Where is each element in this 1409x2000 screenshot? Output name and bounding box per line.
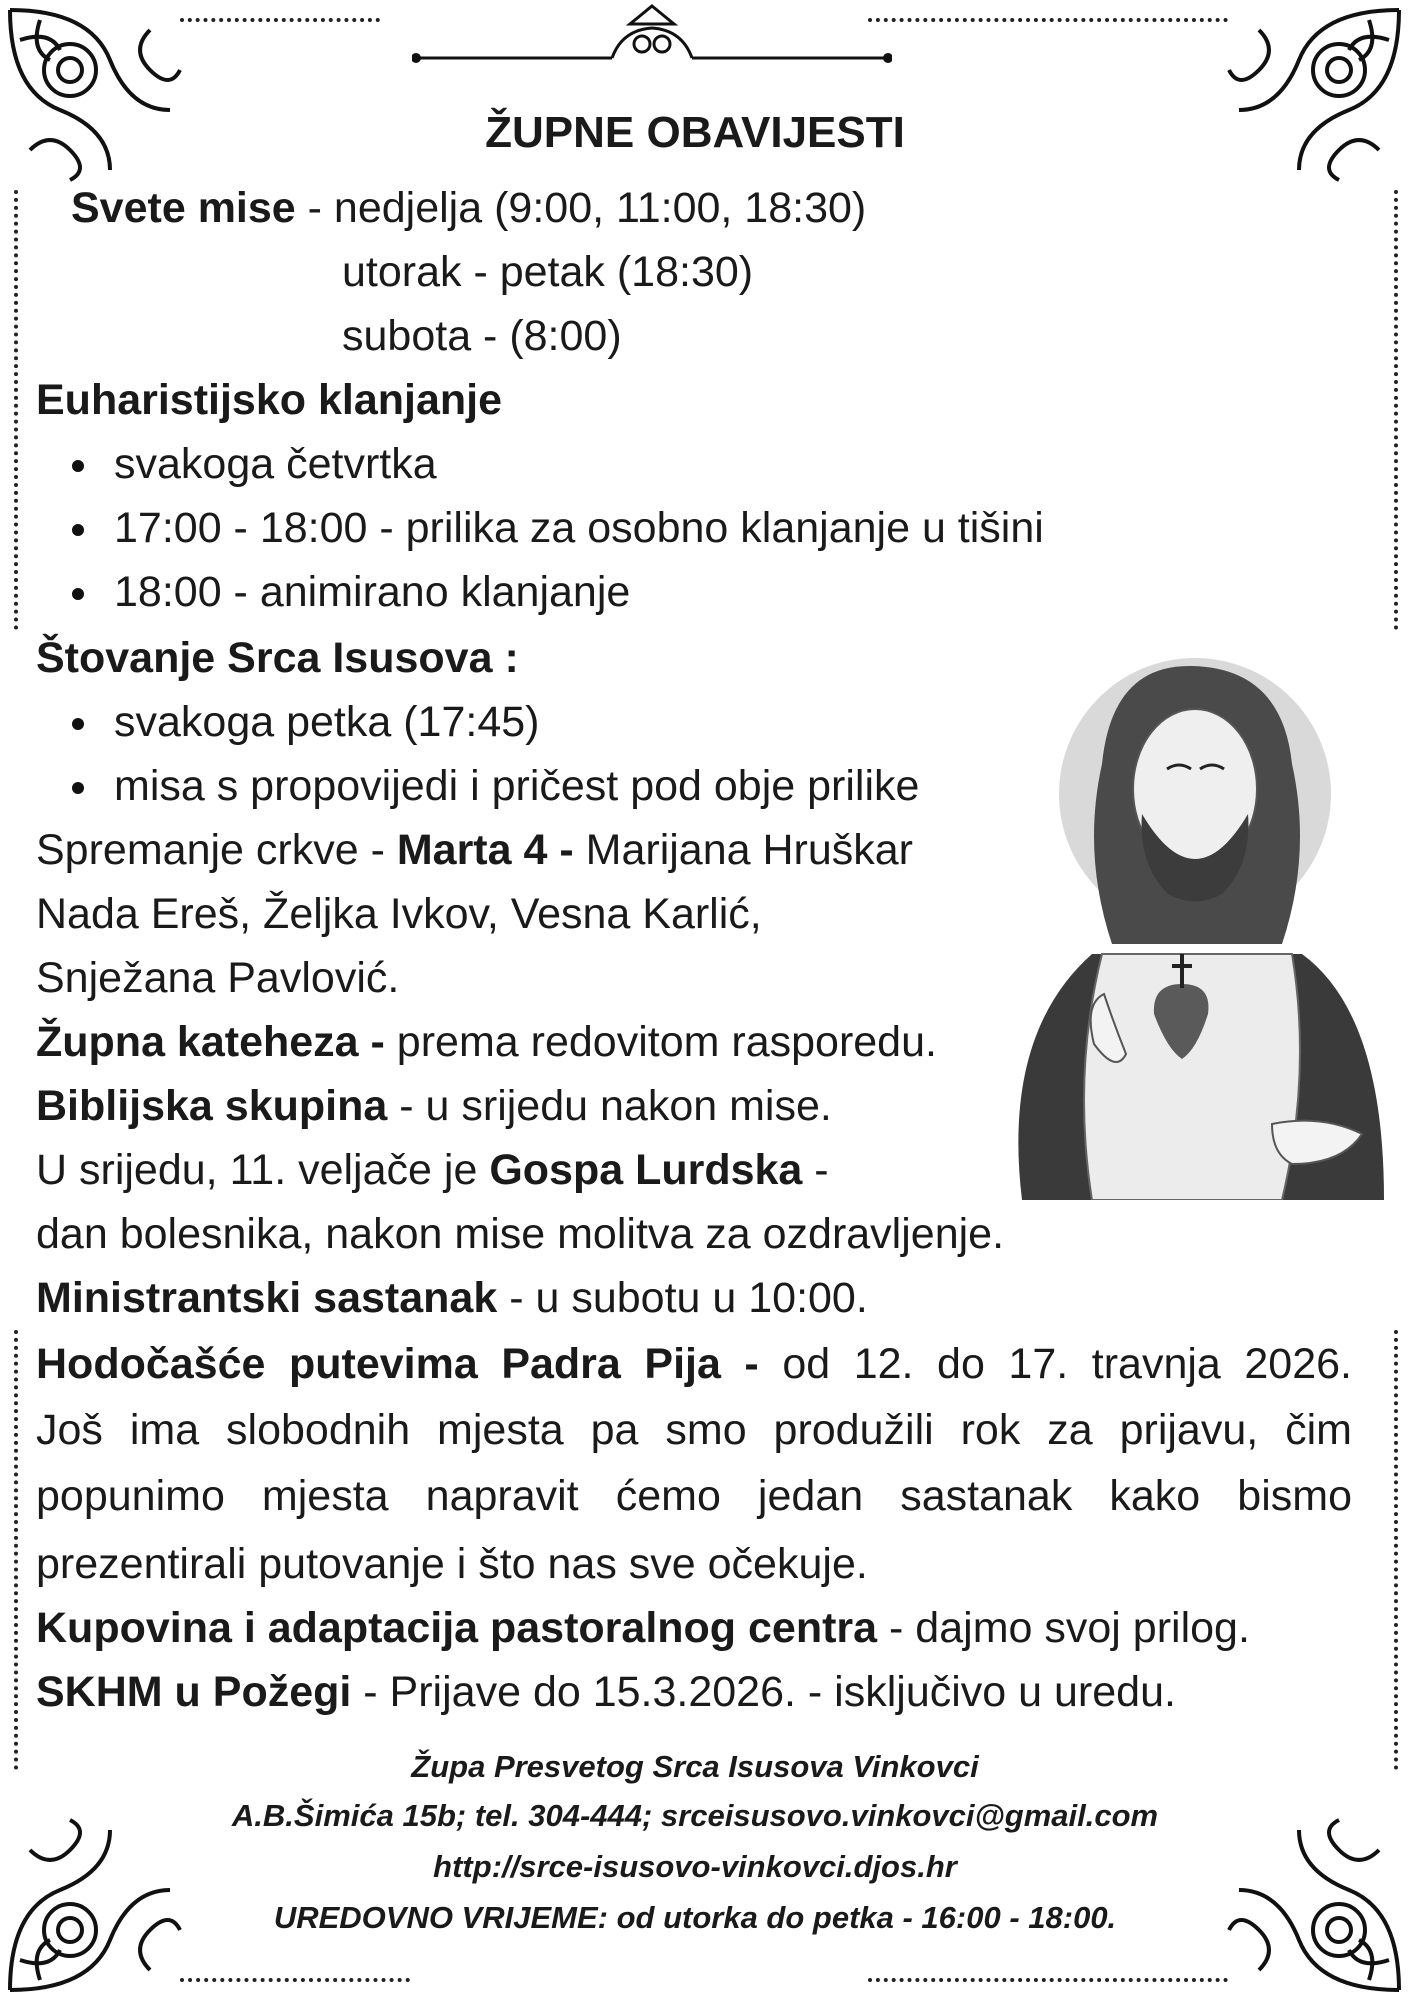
masses-line-1: [71, 182, 866, 234]
adoration-item-2: 17:00 - 18:00 - prilika za osobno klanjanje u tišini: [114, 504, 1044, 552]
catechesis-label: Župna kateheza -: [36, 1018, 385, 1066]
pastoral-center-label: Kupovina i adaptacija pastoralnog centra: [36, 1604, 878, 1652]
pilgrimage-label: Hodočašće putevima Padra Pija -: [36, 1340, 759, 1388]
bullet-icon: [72, 718, 84, 730]
altar-servers-line: [36, 1272, 868, 1324]
lourdes-suffix: -: [802, 1146, 829, 1194]
cleaning-names-2: Nada Ereš, Željka Ivkov, Vesna Karlić,: [36, 890, 762, 938]
masses-label: Svete mise: [71, 184, 296, 232]
bullet-icon: [72, 524, 84, 536]
pilgrimage-line-3: popunimo mjesta napravit ćemo jedan sastanak kako bismo: [36, 1472, 1352, 1520]
lourdes-line-2: dan bolesnika, nakon mise molitva za ozdravljenje.: [36, 1210, 1005, 1258]
footer-contact: A.B.Šimića 15b; tel. 304-444; srceisusovo.vinkovci@gmail.com: [231, 1798, 1159, 1833]
sacred-heart-item-1: svakoga petka (17:45): [114, 698, 540, 746]
pastoral-center-line: [36, 1602, 1250, 1654]
bullet-icon: [72, 588, 84, 600]
cleaning-names-1: Marijana Hruškar: [573, 826, 914, 874]
sacred-heart-heading: Štovanje Srca Isusova :: [36, 634, 519, 682]
pastoral-center-text: - dajmo svoj prilog.: [877, 1604, 1250, 1652]
lourdes-label: Gospa Lurdska: [489, 1146, 803, 1194]
bible-label: Biblijska skupina: [36, 1082, 388, 1130]
adoration-item-1: svakoga četvrtka: [114, 440, 437, 488]
masses-sep: -: [295, 184, 334, 232]
lourdes-prefix: U srijedu, 11. veljače je: [36, 1146, 490, 1194]
pilgrimage-line-1: [36, 1331, 1352, 1397]
bullet-icon: [72, 460, 84, 472]
adoration-item-3: 18:00 - animirano klanjanje: [114, 568, 631, 616]
pilgrimage-dates: od 12. do 17. travnja 2026.: [758, 1340, 1352, 1388]
cleaning-prefix: Spremanje crkve -: [36, 826, 397, 874]
cleaning-names-3: Snježana Pavlović.: [36, 954, 400, 1002]
pilgrimage-line-4: prezentirali putovanje i što nas sve očekuje.: [36, 1540, 868, 1588]
bullet-icon: [72, 782, 84, 794]
masses-weekdays: utorak - petak (18:30): [342, 248, 754, 296]
lourdes-line-1: [36, 1144, 829, 1196]
masses-sunday: nedjelja (9:00, 11:00, 18:30): [333, 184, 867, 232]
bible-line: [36, 1080, 832, 1132]
cleaning-group: Marta 4 -: [396, 826, 574, 874]
cleaning-line-1: [36, 824, 913, 876]
page-title: ŽUPNE OBAVIJESTI: [485, 108, 905, 157]
sacred-heart-item-2: misa s propovijedi i pričest pod obje prilike: [114, 762, 920, 810]
catechesis-line: [36, 1016, 937, 1068]
catechesis-text: prema redovitom rasporedu.: [384, 1018, 937, 1066]
skhm-line: [36, 1666, 1176, 1718]
skhm-text: - Prijave do 15.3.2026. - isključivo u uredu.: [351, 1668, 1176, 1716]
footer-parish: Župa Presvetog Srca Isusova Vinkovci: [411, 1749, 979, 1784]
altar-servers-text: - u subotu u 10:00.: [497, 1274, 868, 1322]
skhm-label: SKHM u Požegi: [36, 1668, 352, 1716]
bible-text: - u srijedu nakon mise.: [387, 1082, 832, 1130]
altar-servers-label: Ministrantski sastanak: [36, 1274, 498, 1322]
pilgrimage-line-2: Još ima slobodnih mjesta pa smo produžili rok za prijavu, čim: [36, 1406, 1352, 1454]
adoration-heading: Euharistijsko klanjanje: [36, 376, 503, 424]
masses-saturday: subota - (8:00): [342, 312, 622, 360]
footer-office-hours: UREDOVNO VRIJEME: od utorka do petka - 16:00 - 18:00.: [273, 1900, 1117, 1935]
footer-website[interactable]: http://srce-isusovo-vinkovci.djos.hr: [433, 1849, 957, 1884]
